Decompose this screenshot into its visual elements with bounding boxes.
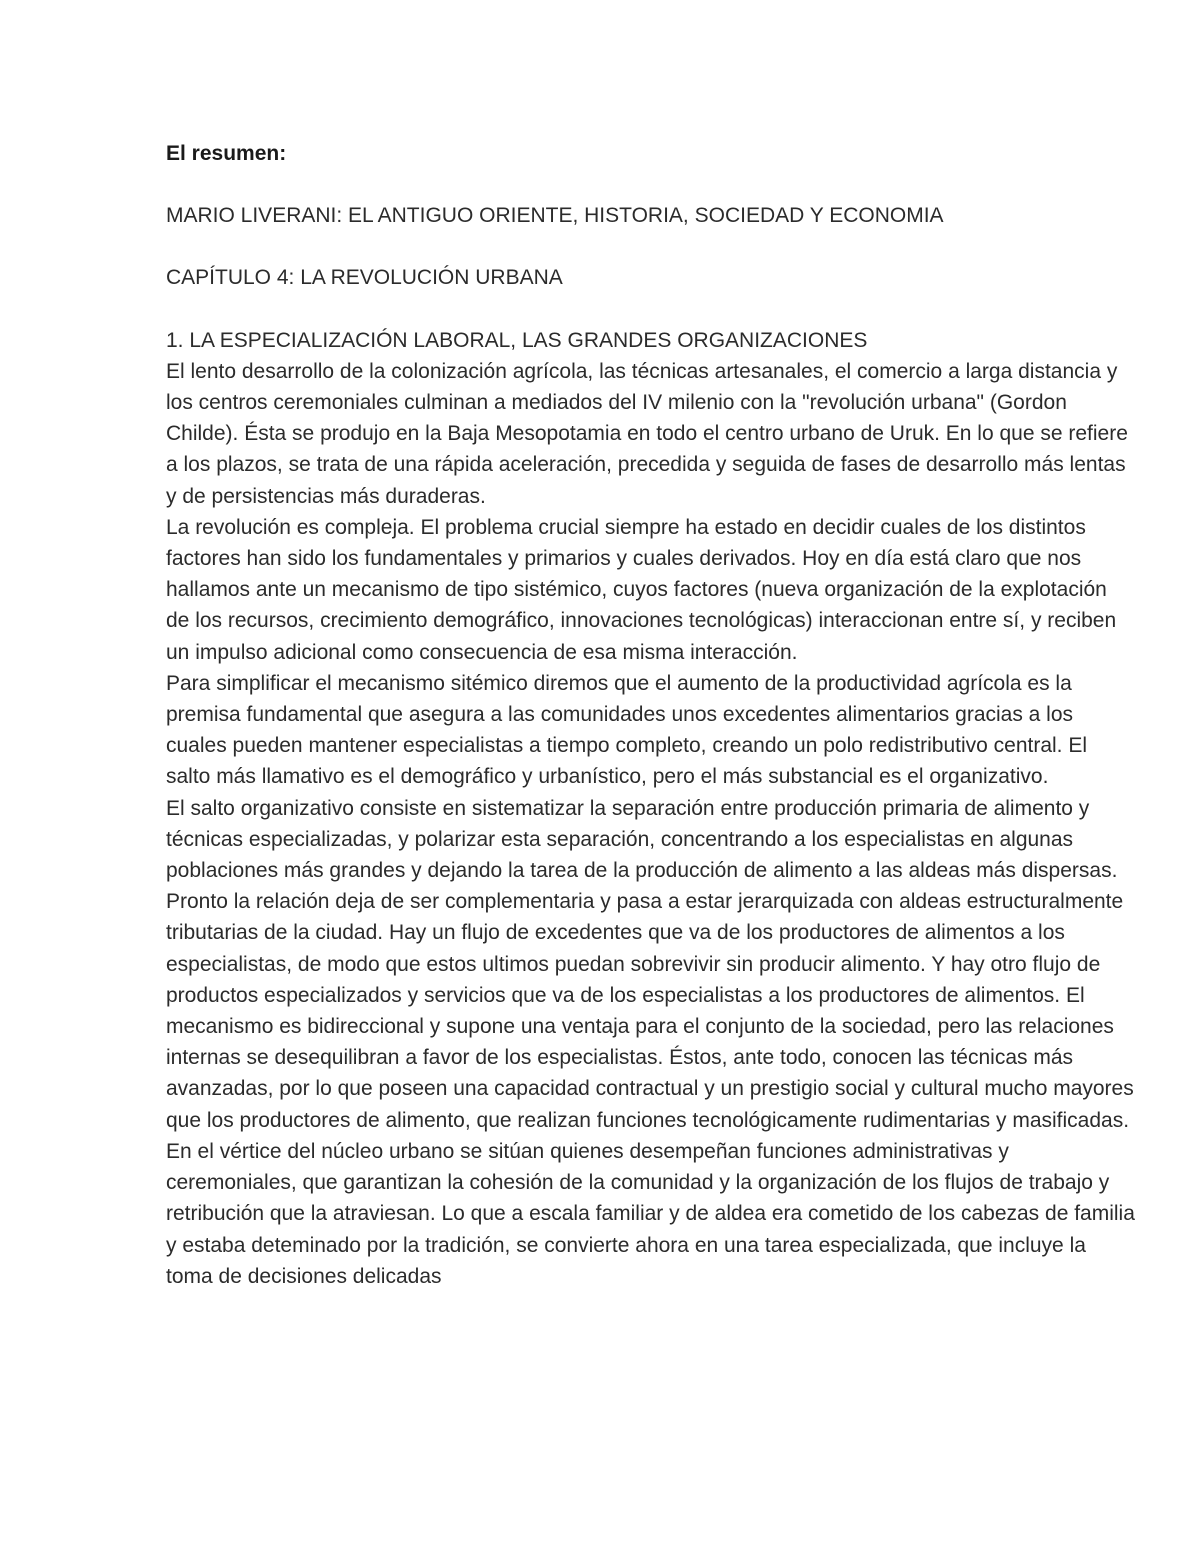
book-title: MARIO LIVERANI: EL ANTIGUO ORIENTE, HISTORIA, SOCIEDAD Y ECONOMIA	[166, 204, 944, 228]
section-title: 1. LA ESPECIALIZACIÓN LABORAL, LAS GRANDES ORGANIZACIONES	[166, 328, 868, 352]
document-body	[166, 138, 1136, 1292]
paragraph: Para simplificar el mecanismo sitémico diremos que el aumento de la productividad agrícola es la premisa fundamental que asegura a las comunidades unos excedentes alimentarios gracias a los cuales pueden mantener especialistas a tiempo completo, creando un polo redistributivo central. El salto más llamativo es el demográfico y urbanístico, pero el más substancial es el organizativo.	[166, 671, 1088, 789]
chapter-title: CAPÍTULO 4: LA REVOLUCIÓN URBANA	[166, 266, 563, 290]
paragraph: El lento desarrollo de la colonización agrícola, las técnicas artesanales, el comercio a larga distancia y los centros ceremoniales culminan a mediados del IV milenio con la "revolución urbana" (Gordon Childe). Ésta se produjo en la Baja Mesopotamia en todo el centro urbano de Uruk. En lo que se refiere a los plazos, se trata de una rápida aceleración, precedida y seguida de fases de desarrollo más lentas y de persistencias más duraderas.	[166, 359, 1128, 508]
paragraph: Pronto la relación deja de ser complementaria y pasa a estar jerarquizada con aldeas estructuralmente tributarias de la ciudad. Hay un flujo de excedentes que va de los productores de alimentos a los especialistas, de modo que estos ultimos puedan sobrevivir sin producir alimento. Y hay otro flujo de productos especializados y servicios que va de los especialistas a los productores de alimentos. El mecanismo es bidireccional y supone una ventaja para el conjunto de la sociedad, pero las relaciones internas se desequilibran a favor de los especialistas. Éstos, ante todo, conocen las técnicas más avanzadas, por lo que poseen una capacidad contractual y un prestigio social y cultural mucho mayores que los productores de alimento, que realizan funciones tecnológicamente rudimentarias y masificadas. En el vértice del núcleo urbano se sitúan quienes desempeñan funciones administrativas y ceremoniales, que garantizan la cohesión de la comunidad y la organización de los flujos de trabajo y retribución que la atraviesan. Lo que a escala familiar y de aldea era cometido de los cabezas de familia y estaba deteminado por la tradición, se convierte ahora en una tarea especializada, que incluye la toma de decisiones delicadas	[166, 890, 1135, 1288]
paragraph: El salto organizativo consiste en sistematizar la separación entre producción primaria de alimento y técnicas especializadas, y polarizar esta separación, concentrando a los especialistas en algunas poblaciones más grandes y dejando la tarea de la producción de alimento a las aldeas más dispersas.	[166, 796, 1118, 883]
summary-heading: El resumen:	[166, 142, 287, 165]
paragraph: La revolución es compleja. El problema crucial siempre ha estado en decidir cuales de los distintos factores han sido los fundamentales y primarios y cuales derivados. Hoy en día está claro que nos hallamos ante un mecanismo de tipo sistémico, cuyos factores (nueva organización de la explotación de los recursos, crecimiento demográfico, innovaciones tecnológicas) interaccionan entre sí, y reciben un impulso adicional como consecuencia de esa misma interacción.	[166, 515, 1117, 664]
